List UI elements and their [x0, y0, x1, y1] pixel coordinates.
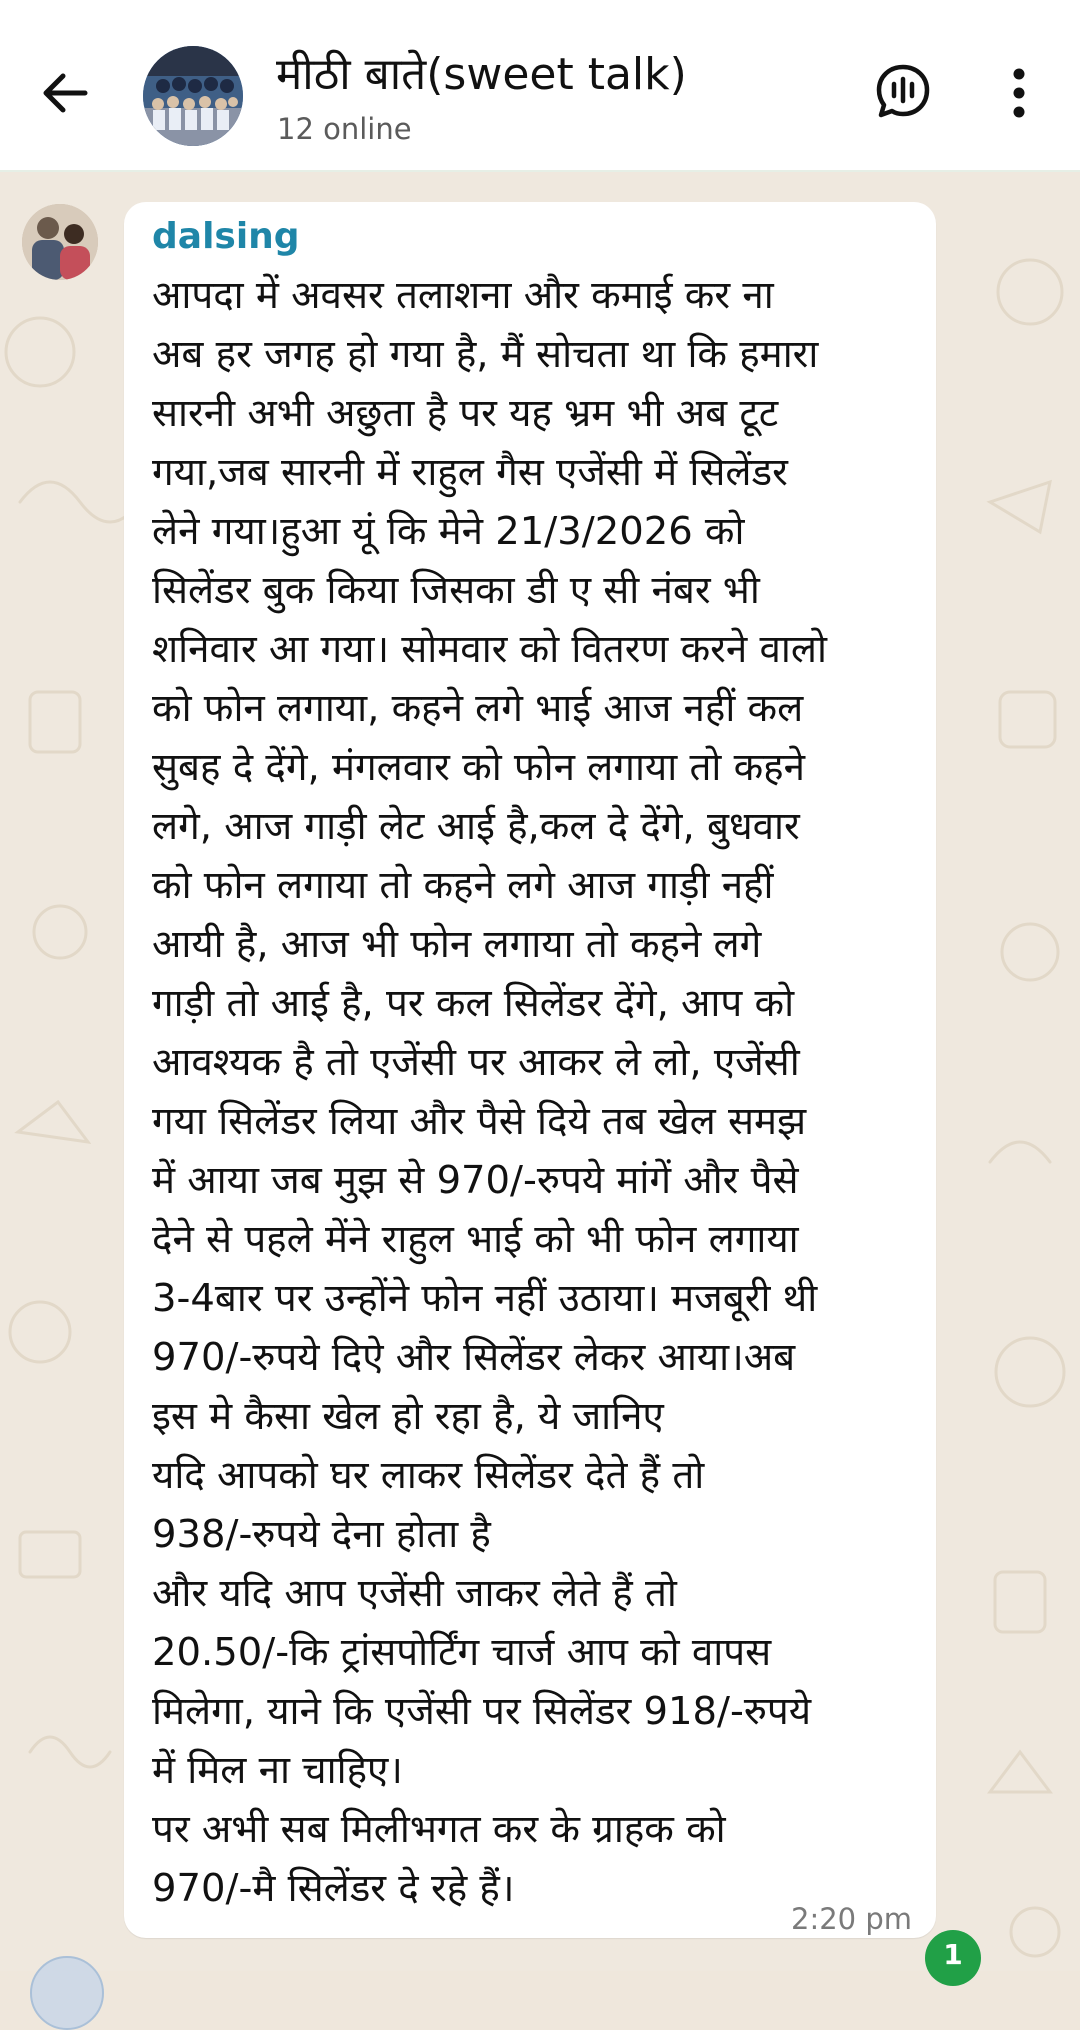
message-line: में आया जब मुझ से 970/-रुपये मांगें और पैसे: [152, 1158, 799, 1203]
voice-chat-button[interactable]: [870, 60, 936, 126]
message-line: सारनी अभी अछुता है पर यह भ्रम भी अब टूट: [152, 391, 779, 436]
sender-avatar[interactable]: [22, 204, 98, 280]
message-line: 20.50/-कि ट्रांसपोर्टिंग चार्ज आप को वापस: [152, 1630, 772, 1675]
message-line: लगे, आज गाड़ी लेट आई है,कल दे देंगे, बुधवार: [152, 804, 800, 849]
message-line: गया सिलेंडर लिया और पैसे दिये तब खेल समझ: [152, 1099, 807, 1144]
message-line: को फोन लगाया, कहने लगे भाई आज नहीं कल: [152, 686, 804, 731]
message-line: पर अभी सब मिलीभगत कर के ग्राहक को: [152, 1807, 726, 1852]
message-line: और यदि आप एजेंसी जाकर लेते हैं तो: [152, 1571, 677, 1616]
message-line: यदि आपको घर लाकर सिलेंडर देते हैं तो: [152, 1453, 705, 1498]
message-line: गाड़ी तो आई है, पर कल सिलेंडर देंगे, आप को: [152, 981, 795, 1026]
unread-count-badge[interactable]: 1: [925, 1930, 981, 1986]
message-line: सुबह दे देंगे, मंगलवार को फोन लगाया तो कहने: [152, 745, 805, 790]
message-line: गया,जब सारनी में राहुल गैस एजेंसी में सिलेंडर: [152, 450, 788, 495]
message-line: शनिवार आ गया। सोमवार को वितरण करने वालो: [152, 627, 827, 672]
message-line: सिलेंडर बुक किया जिसका डी ए सी नंबर भी: [152, 568, 760, 613]
online-status: 12 online: [277, 112, 412, 146]
message-line: लेने गया।हुआ यूं कि मेने 21/3/2026 को: [152, 509, 745, 554]
message-line: में मिल ना चाहिए।: [152, 1748, 403, 1793]
message-line: मिलेगा, याने कि एजेंसी पर सिलेंडर 918/-रुपये: [152, 1689, 812, 1734]
message-line: आवश्यक है तो एजेंसी पर आकर ले लो, एजेंसी: [152, 1040, 800, 1085]
message-line: आपदा में अवसर तलाशना और कमाई कर ना: [152, 273, 774, 318]
message-line: 970/-रुपये दिऐ और सिलेंडर लेकर आया।अब: [152, 1335, 796, 1380]
arrow-left-icon: [39, 67, 91, 123]
message-line: इस मे कैसा खेल हो रहा है, ये जानिए: [152, 1394, 664, 1439]
message-line: अब हर जगह हो गया है, मैं सोचता था कि हमारा: [152, 332, 819, 377]
message-timestamp: 2:20 pm: [791, 1902, 912, 1936]
message-line: 970/-मै सिलेंडर दे रहे हैं।: [152, 1866, 515, 1911]
message-bubble[interactable]: [124, 202, 936, 1938]
message-line: 938/-रुपये देना होता है: [152, 1512, 491, 1557]
group-name[interactable]: मीठी बाते(sweet talk): [276, 49, 687, 100]
message-line: देने से पहले मेंने राहुल भाई को भी फोन लगाया: [152, 1217, 799, 1262]
message-text: [152, 266, 932, 1918]
voice-chat-icon: [874, 62, 932, 124]
message-line: को फोन लगाया तो कहने लगे आज गाड़ी नहीं: [152, 863, 774, 908]
message-line: 3-4बार पर उन्होंने फोन नहीं उठाया। मजबूरी थी: [152, 1276, 818, 1321]
back-button[interactable]: [30, 60, 100, 130]
group-avatar[interactable]: [143, 46, 243, 146]
more-vertical-icon: [1012, 68, 1026, 122]
message-line: आयी है, आज भी फोन लगाया तो कहने लगे: [152, 922, 762, 967]
sender-name[interactable]: dalsing: [152, 216, 300, 257]
next-sender-avatar[interactable]: [30, 1956, 104, 2030]
more-options-button[interactable]: [994, 62, 1044, 128]
chat-header: [0, 0, 1080, 172]
